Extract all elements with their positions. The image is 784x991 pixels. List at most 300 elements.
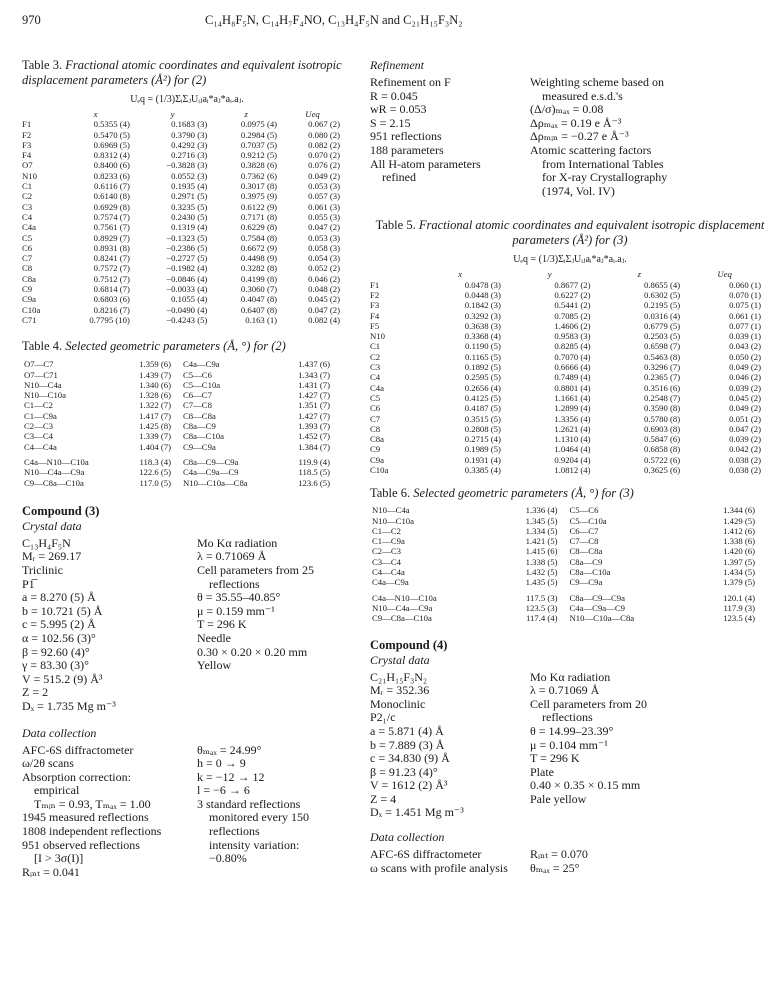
table5-cell: F4 [370,310,380,321]
table3-cell: 0.6229 (8) [240,222,278,233]
text-line: reflections [209,824,260,839]
table6-row [370,603,765,613]
table3-cell: 0.6929 (8) [93,201,130,212]
table5-row [370,403,765,413]
table3-title: Fractional atomic coordinates and equivalent isotropic displacement parameters (Å²) for (2) [22,58,342,87]
table5-row [370,444,765,454]
table3-cell: C5 [22,232,33,243]
table4-cell: 1.343 (7) [298,369,330,380]
text-line: ω/2θ scans [22,756,74,771]
table5-row [370,280,765,290]
table5-cell: 0.3516 (6) [643,382,681,393]
table3-cell: 0.5355 (4) [93,119,130,130]
table5-cell: 0.039 (2) [729,382,761,393]
text-line: c = 5.995 (2) Å [22,617,96,632]
running-title: C₁₄H₈F₅N, C₁₄H₇F₄NO, C₁₃H₄F₅N and C₂₁H₁₅F₃N₂ [205,13,463,27]
text-line: 951 reflections [370,129,442,144]
refinement-label: Refinement [370,58,424,72]
table4-cell: O7—C7 [24,359,54,370]
table5-cell: 0.2548 (7) [643,392,681,403]
table5-cell: F2 [370,289,380,300]
text-line: 0.40 × 0.35 × 0.15 mm [530,778,641,793]
text-line: AFC-6S diffractometer [22,742,134,757]
table5-cell: 0.5847 (6) [643,434,681,445]
table5-row [370,372,765,382]
text-line: V = 1612 (2) Å³ [370,778,448,793]
table5-cell: 0.038 (2) [729,464,761,475]
table5-row [370,434,765,444]
table4-cell: 1.359 (6) [139,359,171,370]
table5-cell: 0.3296 (7) [643,362,681,373]
table5-cell: 1.3356 (4) [554,413,591,424]
table4-title: Selected geometric parameters (Å, °) for (2) [65,339,286,354]
text-line: Rᵢₙₜ = 0.041 [22,864,80,879]
text-line: Dₓ = 1.451 Mg m⁻³ [370,805,464,820]
table4-cell: 1.384 (7) [298,441,330,452]
table6-cell: 1.336 (4) [525,505,558,516]
table4-cell: N10—C4a—C9a [24,467,85,478]
table4-cell: C6—C7 [182,390,212,401]
table6-geometry [370,505,765,623]
table4-cell: 1.427 (7) [298,390,330,401]
table6-cell: 1.432 (5) [525,567,558,578]
table4-cell: C1—C9a [24,410,57,421]
table4-caption [22,339,352,354]
table3-cell: C10a [22,304,41,315]
text-line: T = 296 K [530,751,580,766]
table3-col-header: x [93,109,98,119]
table5-cell: 0.6666 (4) [554,362,591,373]
table5-cell: 0.042 (2) [729,444,761,455]
table6-row [370,505,765,515]
table5-cell: C4a [370,382,384,393]
table5-cell: 0.2808 (5) [464,423,501,434]
table3-cell: 0.7171 (8) [240,211,278,222]
text-line: θₘₐₓ = 24.99° [197,742,262,757]
table3-cell: 0.0975 (4) [240,119,278,130]
table4-cell: 118.5 (5) [298,467,330,478]
text-line: β = 92.60 (4)° [22,644,90,659]
table5-cell: C5 [370,392,381,403]
table5-cell: 0.7070 (4) [554,351,591,362]
table6-cell: C1—C2 [372,525,401,536]
table4-cell: C9—C8a—C10a [24,477,84,488]
table3-cell: C8 [22,263,33,274]
table4-cell: 1.328 (6) [139,390,171,401]
table5-cell: N10 [370,331,385,342]
text-line: μ = 0.104 mm⁻¹ [530,737,608,752]
table4-cell: C3—C4 [24,431,53,442]
text-line: 1945 measured reflections [22,810,149,825]
table3-row [22,191,344,201]
text-line: ω scans with profile analysis [370,860,508,875]
compound4-data-collection [370,848,770,875]
table5-cell: 0.7085 (2) [554,310,591,321]
table3-cell: 0.049 (2) [308,170,340,181]
table3-cell: 0.7572 (7) [93,263,130,274]
refinement-right [530,76,770,198]
table3-cell: 0.4498 (9) [240,253,278,264]
table4-cell: 1.351 (7) [298,400,330,411]
table6-cell: 1.338 (5) [525,556,558,567]
table6-cell: C6—C7 [569,525,599,536]
table3-row [22,160,344,170]
table3-cell: 0.067 (2) [308,119,340,130]
text-line: Z = 4 [370,791,397,806]
text-line: Monoclinic [370,696,426,711]
table3-cell: 0.058 (3) [308,242,340,253]
text-line: h = 0 → 9 [197,756,246,771]
table5-cell: 1.1310 (4) [554,434,591,445]
table5-header-row [370,269,765,279]
table3-cell: 0.7362 (6) [240,170,278,181]
table3-body [22,119,344,325]
table5-cell: 0.046 (2) [729,372,761,383]
text-line: b = 10.721 (5) Å [22,603,103,618]
table5-cell: 0.061 (1) [729,310,761,321]
table3-cell: 0.061 (3) [308,201,340,212]
table3-cell: 0.2430 (5) [171,211,208,222]
table5-cell: 0.3625 (6) [643,464,681,475]
table6-cell: C5—C6 [569,505,599,516]
refinement-left [370,76,530,198]
table6-cell: C9—C9a [569,577,603,588]
compound3-crystal-data [22,537,352,714]
table5-cell: C1 [370,341,381,352]
table6-cell: 1.379 (5) [723,577,755,588]
table6-cell: C3—C4 [372,556,401,567]
table3-cell: 0.3060 (7) [240,284,278,295]
table5-row [370,424,765,434]
table5-cell: 0.5722 (6) [643,454,681,465]
table3-cell: 0.8312 (4) [93,150,130,161]
table3-cell: 0.053 (3) [308,181,340,192]
table3-number: Table 3. [22,58,63,72]
table3-cell: C9a [22,294,36,305]
table3-cell: C1 [22,181,33,192]
table5-cell: 0.9583 (3) [554,331,591,342]
table4-body [22,359,340,488]
text-line: 1808 independent reflections [22,824,162,839]
table4-cell: 119.9 (4) [298,456,330,467]
compound4-crystal-left [370,671,530,821]
table5-cell: 0.1892 (5) [464,362,501,373]
table3-cell: 0.6407 (8) [240,304,278,315]
table3-row [22,243,344,253]
table4-cell: 117.0 (5) [139,477,171,488]
text-line: μ = 0.159 mm⁻¹ [197,603,275,618]
table3-cell: F3 [22,139,32,150]
table3-row [22,305,344,315]
table3-cell: 0.8929 (7) [93,232,130,243]
text-line: Mo Kα radiation [197,535,278,550]
table5-cell: 0.051 (2) [729,413,761,424]
table4-row [22,390,340,400]
table5-cell: 0.060 (1) [729,279,761,290]
table3-cell: 0.4292 (3) [171,139,208,150]
table4-number: Table 4. [22,339,63,354]
text-line: Δρₘᵢₙ = −0.27 e Å⁻³ [530,129,629,144]
table6-cell: C4a—C9a—C9 [569,602,625,613]
table4-cell: 1.439 (7) [139,369,171,380]
table3-cell: 0.3282 (8) [240,263,278,274]
table5-cell: C2 [370,351,381,362]
table3-cell: 0.8931 (8) [93,242,130,253]
table5-cell: 0.050 (2) [729,351,761,362]
table4-cell: 1.417 (7) [139,410,171,421]
table6-cell: 1.345 (5) [525,515,558,526]
table4-cell: C7—C8 [182,400,212,411]
text-line: (Δ/σ)ₘₐₓ = 0.08 [530,102,604,117]
text-line: wR = 0.053 [370,102,427,117]
table3-col-header [22,109,57,119]
compound3-crystal-left [22,537,197,714]
table3-cell: C6 [22,242,33,253]
text-line: [I > 3σ(I)] [34,851,84,866]
table3-cell: 0.7512 (7) [93,273,130,284]
table3-cell: 0.6116 (7) [93,181,130,192]
table3-cell: 0.7574 (7) [93,211,130,222]
table4-cell: 1.404 (7) [139,441,171,452]
table5-cell: 0.077 (1) [729,320,761,331]
table5-cell: 0.1989 (5) [464,444,501,455]
table4-row [22,400,340,410]
table5-col-header: x [458,269,463,280]
text-line: Yellow [197,658,232,673]
table5-cell: C9 [370,444,381,455]
table6-cell: C4a—N10—C10a [372,592,437,603]
table6-row [370,557,765,567]
compound4-heading: Compound (4) [370,637,448,652]
table3-cell: 0.3017 (8) [240,181,278,192]
table3-cell: C2 [22,191,33,202]
table3-row [22,294,344,304]
table3-row [22,181,344,191]
table3-cell: 0.0552 (3) [171,170,208,181]
table3-cell: 0.082 (2) [308,139,340,150]
text-line: P2₁/c [370,710,396,725]
table3-cell: C8a [22,273,36,284]
table5-cell: 0.043 (2) [729,341,761,352]
text-line: Triclinic [22,562,63,577]
table6-cell: C7—C8 [569,536,599,547]
table3-row [22,253,344,263]
table4-row [22,452,340,467]
text-line: 951 observed reflections [22,837,140,852]
table5-cell: C9a [370,454,384,465]
table4-cell: N10—C10a [24,390,66,401]
table3-cell: 0.053 (3) [308,232,340,243]
table4-cell: 1.340 (6) [139,379,171,390]
text-line: k = −12 → 12 [197,769,265,784]
text-line: θ = 14.99–23.39° [530,723,614,738]
compound3-data-collection-label: Data collection [22,725,97,740]
table4-row [22,431,340,441]
table5-row [370,393,765,403]
table3-cell: −0.3828 (3) [166,160,208,171]
table3-cell: F1 [22,119,32,130]
text-line: Mᵣ = 352.36 [370,683,430,698]
table5-col-header [370,269,415,279]
table4-cell: N10—C4a [24,379,62,390]
table3-row [22,202,344,212]
table5-cell: C8 [370,423,381,434]
table3-cell: C71 [22,314,37,325]
table4-cell: C4a—N10—C10a [24,456,89,467]
table6-row [370,526,765,536]
text-line: from International Tables [542,156,664,171]
table3-cell: 0.6803 (6) [93,294,130,305]
text-line: θₘₐₓ = 25° [530,860,580,875]
table3-cell: 0.080 (2) [308,129,340,140]
table5-cell: 1.0464 (4) [554,444,591,455]
text-line: Absorption correction: [22,769,131,784]
table3-cell: −0.2386 (5) [166,242,208,253]
table3-col-header: Ueq [305,109,320,119]
text-line: Weighting scheme based on [530,75,664,89]
table4-cell: C4a—C9a [182,359,220,370]
compound3-data-collection [22,744,352,880]
text-line: b = 7.889 (3) Å [370,737,445,752]
table3-cell: −0.0490 (4) [166,304,208,315]
text-line: for X-ray Crystallography [542,170,668,185]
table3-cell: 0.7037 (5) [240,139,278,150]
table4-cell: 1.431 (7) [298,379,330,390]
table3-cell: 0.045 (2) [308,294,340,305]
compound4-crystal-data-label: Crystal data [370,652,430,667]
text-line: Needle [197,630,231,645]
table3-cell: 0.1935 (4) [171,181,208,192]
table3-cell: 0.055 (3) [308,211,340,222]
table3-cell: 0.6122 (9) [240,201,278,212]
table4-cell: C8a—C9 [182,421,216,432]
table3-cell: 0.3828 (6) [240,160,278,171]
table3-cell: C4 [22,211,33,222]
table3-row [22,130,344,140]
table3-cell: 0.6140 (8) [93,191,130,202]
table3-cell: F2 [22,129,32,140]
table5-cell: 0.3368 (4) [464,331,501,342]
table5-cell: 0.5441 (2) [554,300,591,311]
table5-cell: 0.075 (1) [729,300,761,311]
table4-cell: C2—C3 [24,421,53,432]
compound3-collection-right [197,744,352,880]
table5-cell: 0.039 (2) [729,434,761,445]
table6-cell: 123.5 (3) [525,602,558,613]
text-line: λ = 0.71069 Å [197,549,267,564]
compound3-heading: Compound (3) [22,503,100,518]
table3-cell: 0.1319 (4) [171,222,208,233]
table6-cell: 1.420 (6) [723,546,755,557]
text-line: reflections [542,710,593,725]
table5-cell: 0.5463 (8) [643,351,681,362]
table6-cell: C2—C3 [372,546,401,557]
table5-cell: C8a [370,434,384,445]
table4-cell: 1.322 (7) [139,400,171,411]
table3-header-row [22,109,344,119]
text-line: Δρₘₐₓ = 0.19 e Å⁻³ [530,115,622,130]
table4-cell: C9—C9a [182,441,216,452]
table5-cell: F5 [370,320,380,331]
text-line: 188 parameters [370,142,444,157]
table5-row [370,352,765,362]
table4-cell: C8a—C9—C9a [182,456,239,467]
table5-cell: C7 [370,413,381,424]
text-line: a = 8.270 (5) Å [22,590,96,605]
text-line: Plate [530,764,554,779]
table5-row [370,414,765,424]
table6-cell: C8a—C9—C9a [569,592,625,603]
table3-cell: 0.6969 (5) [93,139,130,150]
table3-cell: 0.5470 (5) [93,129,130,140]
table4-cell: 1.437 (6) [298,359,330,370]
table3-cell: 0.6672 (9) [240,242,278,253]
compound3-collection-left [22,744,197,880]
compound4-crystal-data [370,671,770,821]
table3-cell: N10 [22,170,37,181]
table3-row [22,274,344,284]
table5-cell: 0.3590 (8) [643,403,681,414]
table5-title: Fractional atomic coordinates and equivalent isotropic displacement parameters (Å²) for (3) [418,218,765,248]
table6-cell: C9—C8a—C10a [372,613,432,624]
table5-cell: 0.2503 (5) [643,331,681,342]
compound3-crystal-data-label: Crystal data [22,518,82,533]
table3-cell: 0.082 (4) [308,314,340,325]
table3-cell: 0.2971 (5) [171,191,208,202]
table5-cell: F3 [370,300,380,311]
table6-title: Selected geometric parameters (Å, °) for (3) [413,486,634,501]
text-line: γ = 83.30 (3)° [22,658,89,673]
table3-cell: −0.1323 (5) [166,232,208,243]
table3-row [22,171,344,181]
table3-cell: C9 [22,284,33,295]
table5-cell: 0.039 (1) [729,331,761,342]
table6-caption [370,486,770,501]
table4-cell: 1.393 (7) [298,421,330,432]
text-line: S = 2.15 [370,115,411,130]
text-line: All H-atom parameters [370,156,481,171]
text-line: Cell parameters from 20 [530,696,647,711]
page-number: 970 [22,13,41,27]
table6-row [370,536,765,546]
table3-cell: 0.7561 (7) [93,222,130,233]
table3-cell: 0.8400 (6) [93,160,130,171]
table3-ueq-formula: Uₑq = (1/3)ΣᵢΣⱼUᵢⱼaᵢ*aⱼ*aᵢ.aⱼ. [130,94,244,105]
table4-cell: C1—C2 [24,400,53,411]
table3-cell: 0.9212 (5) [240,150,278,161]
table3-cell: 0.047 (2) [308,304,340,315]
table5-cell: 0.3292 (3) [464,310,501,321]
table5-row [370,290,765,300]
table3-cell: 0.163 (1) [245,314,278,325]
table4-cell: 118.3 (4) [139,456,171,467]
table5-cell: 1.0812 (4) [554,464,591,475]
table5-cell: 0.6858 (8) [643,444,681,455]
table6-cell: C8a—C9 [569,556,603,567]
table4-row [22,478,340,488]
table5-cell: 0.2715 (4) [464,434,501,445]
table5-cell: 0.3638 (3) [464,320,501,331]
table5-cell: 0.2595 (5) [464,372,501,383]
table6-cell: C4a—C9a [372,577,409,588]
table6-cell: N10—C10a—C8a [569,613,635,624]
table5-col-header: y [547,269,552,280]
table6-cell: 1.334 (5) [525,525,558,536]
text-line: Dₓ = 1.735 Mg m⁻³ [22,698,116,713]
table3-row [22,315,344,325]
table3-row [22,263,344,273]
table5-cell: 0.0316 (4) [643,310,681,321]
